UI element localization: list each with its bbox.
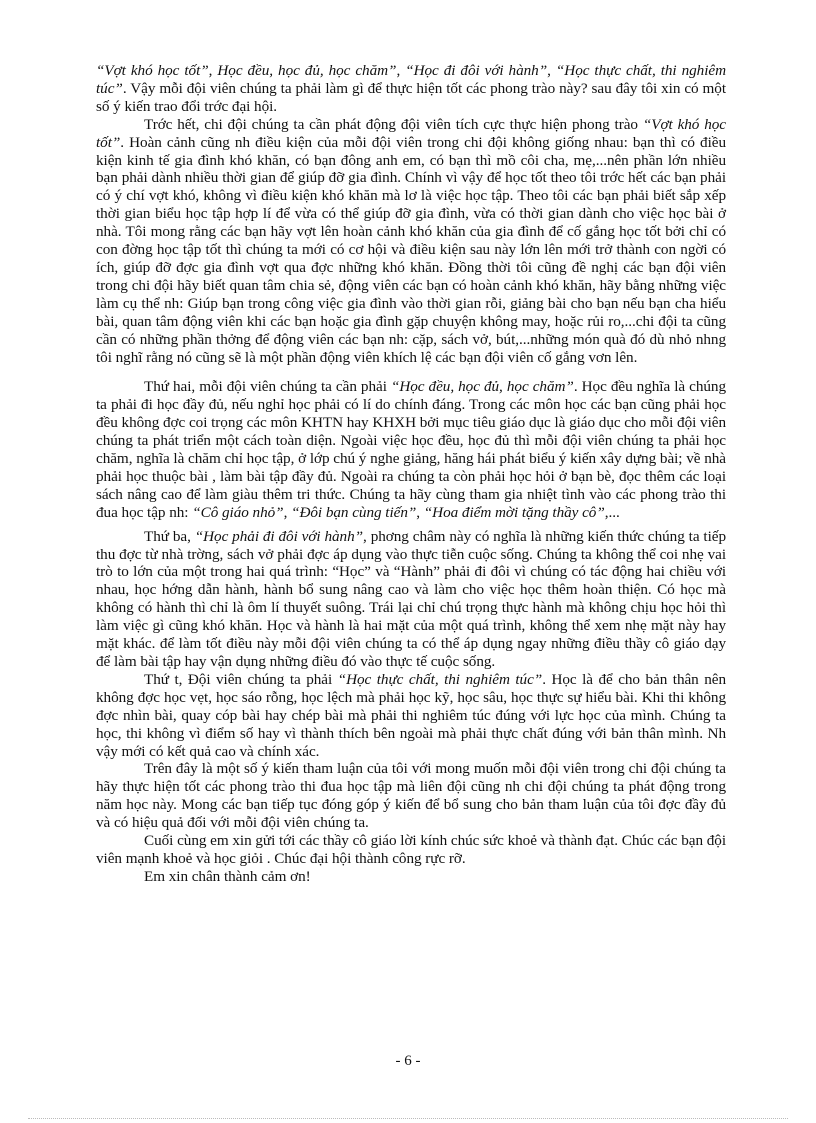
quote-hoc-deu: Học đều, học đủ, học chăm” xyxy=(217,62,397,79)
paragraph-intro-continued: “Vợt khó học tốt”, Học đều, học đủ, học chăm”, “Học đi đôi với hành”, “Học thực chất, thi nghiêm túc”. Vậy mỗi đội viên chúng ta phải làm gì để thực hiện tốt các phong trào này? sau đây tôi xin có một số ý kiến trao đổi trớc đại hội. xyxy=(96,62,726,115)
paragraph-third-point: Thứ ba, “Học phải đi đôi với hành”, phơng châm này có nghĩa là những kiến thức chúng ta tiếp thu đợc từ nhà trờng, sách vở phải đợc áp dụng vào thực tiễn cuộc sống. Chúng ta không thể coi nhẹ vai trò to lớn của một trong hai quá trình: “Học” và “Hành” phải đi đôi vì chúng có tác động hai chiều với nhau, học hớng dẫn hành, hành bổ sung nâng cao và làm cho việc học thêm hoàn thiện. Có học mà không có hành thì chỉ là ôm lí thuyết suông. Trái lại chỉ chú trọng thực hành mà không chịu học hỏi thì làm việc gì cũng khó khăn. Học và hành là hai mặt của một quá trình, không thể xem nhẹ mặt này hay mặt khác. để làm tốt điều này mỗi đội viên chúng ta có thể áp dụng ngay những điều thầy cô giáo dạy để làm bài tập hay vận dụng những điều đó vào thực tế cuộc sống. xyxy=(96,527,726,670)
quote-hoc-thuc-chat-2: “Học thực chất, thi nghiêm túc” xyxy=(337,670,543,688)
quote-hoc-deu-2: “Học đều, học đủ, học chăm” xyxy=(390,378,574,396)
quote-co-giao-nho: “Cô giáo nhỏ” xyxy=(192,503,284,521)
quote-hoc-phai-di-doi: “Học phải đi đôi với hành” xyxy=(194,527,364,545)
paragraph-summary: Trên đây là một số ý kiến tham luận của tôi với mong muốn mỗi đội viên trong chi đội chúng ta hãy thực hiện tốt các phong trào thi đua học tập mà liên đội cũng nh chi đội chúng ta phát động trong năm học này. Mong các bạn tiếp tục đóng góp ý kiến để bổ sung cho bản tham luận của tôi đợc đầy đủ và có hiệu quả đối với mỗi đội viên chúng ta. xyxy=(96,760,726,832)
footer-divider xyxy=(28,1118,788,1119)
paragraph-second-point: Thứ hai, mỗi đội viên chúng ta cần phải “Học đều, học đủ, học chăm”. Học đều nghĩa là chúng ta phải đi học đầy đủ, nếu nghỉ học phải có lí do chính đáng. Trong các môn học các bạn cũng phải học đều không đợc coi trọng các môn KHTN hay KHXH bởi mục tiêu giáo dục là giáo dục cho mỗi đội viên chúng ta phát triển một cách toàn diện. Ngoài việc học đều, học đủ thì mỗi đội viên chúng ta phải học chăm, nghĩa là chăm chỉ học tập, ở lớp chú ý nghe giảng, hăng hái phát biểu ý kiến xây dựng bài; về nhà phải học thuộc bài , làm bài tập đầy đủ. Ngoài ra chúng ta còn phải học hỏi ở bạn bè, đọc thêm các loại sách nâng cao để làm giàu thêm tri thức. Chúng ta hãy cùng tham gia nhiệt tình vào các phong trào thi đua học tập nh: “Cô giáo nhỏ”, “Đôi bạn cùng tiến”, “Hoa điểm mời tặng thầy cô”,... xyxy=(96,378,727,521)
quote-hoc-thuc-chat: “Học thực chất, thi nghiêm túc” xyxy=(96,62,726,97)
paragraph-closing-wishes: Cuối cùng em xin gửi tới các thầy cô giáo lời kính chúc sức khoẻ và thành đạt. Chúc các bạn đội viên mạnh khoẻ và học giỏi . Chúc đại hội thành công rực rỡ. xyxy=(96,832,726,867)
quote-vuot-kho: “Vợt khó học tốt” xyxy=(96,62,209,79)
quote-hoc-di-doi: “Học đi đôi với hành” xyxy=(405,62,548,79)
quote-vuot-kho-2: “Vợt khó học tốt” xyxy=(96,115,726,151)
quote-hoa-diem-muoi: “Hoa điểm mời tặng thầy cô” xyxy=(423,503,605,521)
paragraph-first-point: Trớc hết, chi đội chúng ta cần phát động đội viên tích cực thực hiện phong trào “Vợt khó học tốt”. Hoàn cảnh cũng nh điều kiện của mỗi đội viên trong chi đội không giống nhau: bạn thì có điều kiện kinh tế gia đình khó khăn, có bạn đông anh em, có bạn thì mồ côi cha, mẹ,...nên phần lớn nhiều bạn phải dành nhiều thời gian để giúp đỡ gia đình. Chính vì vậy để học tốt theo tôi trớc hết các bạn phải có ý chí vợt khó, không vì điều kiện khó khăn mà lơ là việc học tập. Theo tôi các bạn phải biết sắp xếp thời gian biểu học tập hợp lí để vừa có thể giúp đỡ gia đình, vừa có thời gian dành cho việc học bài ở nhà. Tôi mong rằng các bạn hãy vợt lên hoàn cảnh khó khăn của gia đình để cố gắng học tốt bởi chỉ có con đờng học tập tốt thì chúng ta mới có cơ hội và điều kiện sau này lớn lên mới trở thành con ngời có ích, giúp đỡ đợc gia đình vợt qua đợc những khó khăn. Đồng thời tôi cũng đề nghị các bạn đội viên trong chi đội hãy biết quan tâm chia sẻ, động viên các bạn có hoàn cảnh khó khăn, hãy bằng những việc làm cụ thể nh: Giúp bạn trong công việc gia đình vào thời gian rỗi, giảng bài cho bạn nếu bạn cha hiểu bài, quan tâm động viên khi các bạn hoặc gia đình gặp chuyện không may, hoặc rủi ro,...chi đội ta cũng cần có những phần thởng để động viên các bạn nh: cặp, sách vở, bút,...những món quà đó dù nhỏ nhng tôi nghĩ rằng nó cũng sẽ là một phần động viên khích lệ các bạn đội viên cố gắng vơn lên. xyxy=(96,115,726,366)
document-body xyxy=(96,62,726,886)
paragraph-thanks: Em xin chân thành cảm ơn! xyxy=(144,867,311,885)
paragraph-fourth-point: Thứ t, Đội viên chúng ta phải “Học thực chất, thi nghiêm túc”. Học là để cho bản thân nên không đợc học vẹt, học sáo rỗng, học lệch mà phải học kỹ, học sâu, học thực sự hiểu bài. Khi thi không đợc nhìn bài, quay cóp bài hay chép bài mà phải thi nghiêm túc đúng với lực học của mình. Chúng ta học, thi không vì điểm số hay vì thành thích bên ngoài mà phải thực chất đúng với bản thân mình. Nh vậy mới có kết quả cao và chính xác. xyxy=(96,670,727,760)
page-number: - 6 - xyxy=(395,1053,421,1069)
quote-doi-ban: “Đôi bạn cùng tiến” xyxy=(291,503,417,521)
